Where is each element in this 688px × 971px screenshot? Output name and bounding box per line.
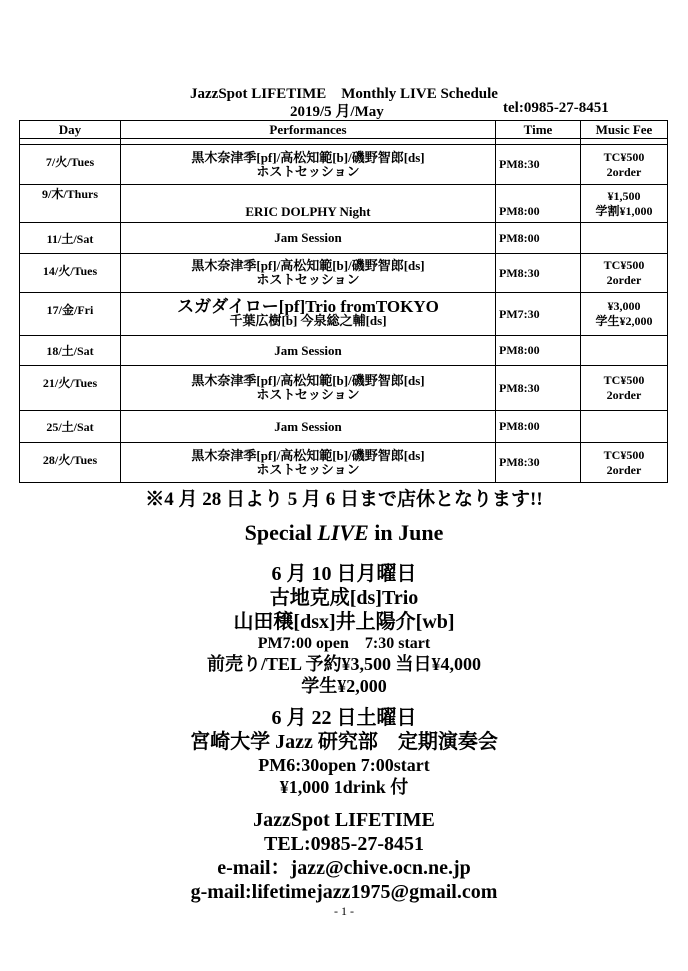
fee-line: 2order [606,462,642,477]
row-fee [581,185,668,223]
row-performance [121,293,496,336]
fee-line: 2order [606,388,642,402]
performance-line: ホストセッション [256,387,360,402]
event-line: 前売り/TEL 予約¥3,500 当日¥4,000 [206,654,482,674]
row-fee [581,366,668,411]
row-performance [121,336,496,366]
fee-line: ¥1,500 [607,188,641,203]
performance-line: ERIC DOLPHY Night [245,204,371,219]
row-day: 28/火/Tues [20,443,121,483]
row-day: 7/火/Tues [20,145,121,185]
table-row [20,254,668,293]
special-live-heading [0,520,688,546]
row-performance [121,185,496,223]
row-fee [581,223,668,254]
schedule-title: JazzSpot LIFETIME Monthly LIVE Schedule [190,86,498,102]
table-row [20,443,668,483]
closure-notice: ※4 月 28 日より 5 月 6 日まで店休となります!! [145,489,543,510]
table-row [20,411,668,443]
row-fee [581,254,668,293]
contact-name: JazzSpot LIFETIME [253,809,435,831]
table-row [20,293,668,336]
event-line: 宮崎大学 Jazz 研究部 定期演奏会 [190,731,498,753]
page-number: - 1 - [334,904,354,918]
contact-block [0,808,688,904]
performance-line: 黒木奈津季[pf]/高松知範[b]/磯野智郎[ds] [191,149,425,165]
event-line: 山田穣[dsx]井上陽介[wb] [233,611,455,633]
fee-line: TC¥500 [603,447,645,462]
table-header-row [20,121,668,139]
header-tel: tel:0985-27-8451 [503,100,609,116]
row-day: 18/土/Sat [20,336,121,366]
fee-line: 2order [606,273,642,287]
performance-line: ホストセッション [256,461,360,477]
fee-line: TC¥500 [603,258,645,272]
performance-line: ホストセッション [256,163,360,179]
row-fee [581,145,668,185]
row-time: PM8:00 [496,223,581,254]
fee-line: TC¥500 [603,149,645,164]
performance-line: 黒木奈津季[pf]/高松知範[b]/磯野智郎[ds] [191,373,425,388]
row-time: PM7:30 [496,293,581,336]
fee-line: 学割¥1,000 [595,203,653,218]
schedule-month: 2019/5 月/May [290,104,384,120]
contact-email: e-mail：jazz@chive.ocn.ne.jp [217,857,471,879]
row-time: PM8:30 [496,443,581,483]
event-line: 学生¥2,000 [301,676,387,696]
row-performance [121,145,496,185]
performance-line: 黒木奈津季[pf]/高松知範[b]/磯野智郎[ds] [191,258,425,273]
row-time: PM8:00 [496,411,581,443]
event-date: 6 月 10 日月曜日 [271,563,417,585]
table-row [20,223,668,254]
table-row [20,336,668,366]
row-performance [121,443,496,483]
row-time: PM8:30 [496,366,581,411]
special-suffix: in June [368,520,444,545]
contact-gmail: g-mail:lifetimejazz1975@gmail.com [190,881,498,903]
row-performance [121,254,496,293]
event-june-10 [0,562,688,697]
row-fee [581,336,668,366]
row-performance [121,223,496,254]
row-day: 9/木/Thurs [20,185,121,223]
row-time: PM8:30 [496,254,581,293]
performance-line: ホストセッション [256,272,360,287]
fee-line: 2order [606,164,642,179]
col-performances: Performances [121,121,496,139]
row-day: 11/土/Sat [20,223,121,254]
schedule-table [19,120,668,483]
row-fee [581,411,668,443]
row-day: 17/金/Fri [20,293,121,336]
event-line: ¥1,000 1drink 付 [279,777,409,797]
performance-line: Jam Session [274,230,342,245]
row-time: PM8:30 [496,145,581,185]
col-time: Time [496,121,581,139]
table-row [20,185,668,223]
row-day: 25/土/Sat [20,411,121,443]
row-day: 21/火/Tues [20,366,121,411]
row-performance [121,411,496,443]
row-day: 14/火/Tues [20,254,121,293]
contact-tel: TEL:0985-27-8451 [264,833,424,855]
event-date: 6 月 22 日土曜日 [271,707,417,729]
special-live: LIVE [317,520,369,545]
fee-line: ¥3,000 [607,299,641,313]
col-day: Day [20,121,121,139]
event-line: PM6:30open 7:00start [258,755,430,775]
row-fee [581,443,668,483]
event-line: PM7:00 open 7:30 start [257,635,431,652]
performance-line: Jam Session [274,342,342,358]
row-time: PM8:00 [496,185,581,223]
row-time: PM8:00 [496,336,581,366]
event-june-22 [0,706,688,798]
table-row [20,366,668,411]
performance-line: Jam Session [274,418,342,434]
row-fee [581,293,668,336]
special-prefix: Special [244,520,318,545]
performance-line: 千葉広樹[b] 今泉総之輔[ds] [229,313,387,328]
event-line: 古地克成[ds]Trio [269,587,419,609]
row-performance [121,366,496,411]
fee-line: 学生¥2,000 [595,314,653,328]
fee-line: TC¥500 [603,373,645,387]
col-music-fee: Music Fee [581,121,668,139]
performance-line: 黒木奈津季[pf]/高松知範[b]/磯野智郎[ds] [191,447,425,463]
performance-line: スガダイロー[pf]Trio fromTOKYO [177,297,439,316]
table-row [20,145,668,185]
